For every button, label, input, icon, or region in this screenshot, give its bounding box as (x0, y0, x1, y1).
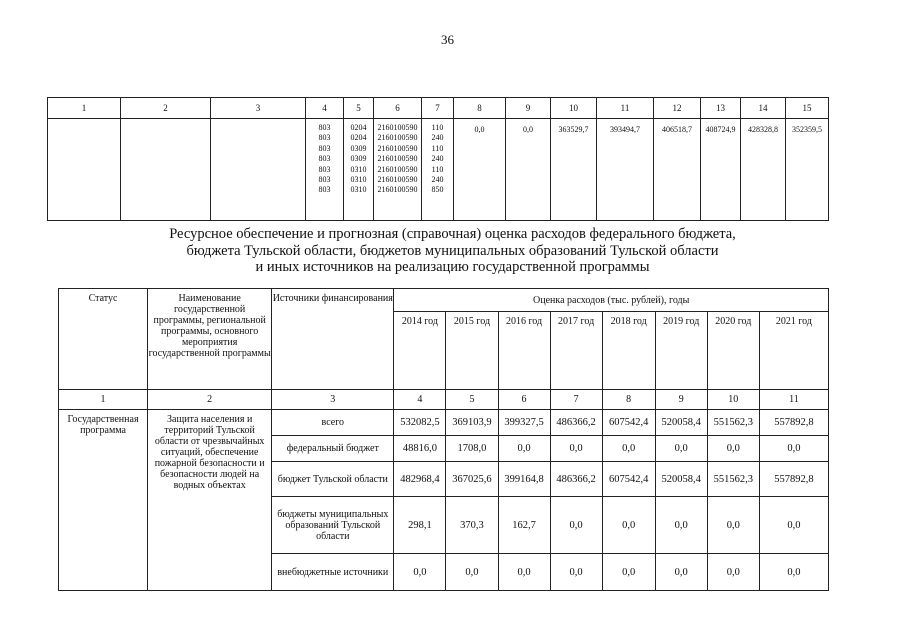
column-number: 13 (701, 98, 741, 119)
header-year: 2019 год (655, 312, 707, 390)
csr-codes: 2160100590 2160100590 2160100590 2160100590 2160100590 2160100590 2160100590 (374, 119, 422, 221)
page-number: 36 (441, 32, 454, 47)
column-number: 2 (148, 390, 272, 410)
column-number: 5 (344, 98, 374, 119)
status-cell: Государственная программа (59, 410, 148, 591)
value-cell: 0,0 (707, 497, 759, 554)
value-cell: 551562,3 (707, 410, 759, 436)
column-number: 10 (551, 98, 597, 119)
value-cell: 520058,4 (655, 462, 707, 497)
column-number: 9 (655, 390, 707, 410)
value-cell: 557892,8 (759, 410, 828, 436)
header-year: 2020 год (707, 312, 759, 390)
header-sources: Источники финансирования (272, 289, 394, 390)
column-number: 8 (602, 390, 655, 410)
value-cell: 0,0 (550, 497, 602, 554)
grbs-codes: 803 803 803 803 803 803 803 (306, 119, 344, 221)
column-number: 4 (394, 390, 446, 410)
header-year: 2014 год (394, 312, 446, 390)
column-number: 6 (498, 390, 550, 410)
value-cell: 0,0 (506, 119, 551, 221)
header-row (59, 289, 829, 312)
value-cell: 0,0 (707, 554, 759, 591)
value-cell: 0,0 (655, 497, 707, 554)
value-cell: 1708,0 (446, 436, 498, 462)
source-cell: внебюджетные источники (272, 554, 394, 591)
value-cell: 0,0 (454, 119, 506, 221)
value-cell: 0,0 (602, 554, 655, 591)
column-number: 3 (272, 390, 394, 410)
header-estimate: Оценка расходов (тыс. рублей), годы (394, 289, 829, 312)
value-cell: 0,0 (759, 554, 828, 591)
header-program-name: Наименование государственной программы, региональной программы, основного мероприятия государственной программы (148, 289, 272, 390)
value-cell: 408724,9 (701, 119, 741, 221)
table-cell (121, 119, 211, 221)
table-row (59, 410, 829, 436)
value-cell: 0,0 (759, 497, 828, 554)
table-row (48, 119, 829, 221)
value-cell: 393494,7 (597, 119, 654, 221)
section-heading (120, 226, 785, 276)
heading-line: и иных источников на реализацию государственной программы (255, 259, 650, 275)
continuation-table (47, 97, 829, 221)
value-cell: 370,3 (446, 497, 498, 554)
source-cell: бюджет Тульской области (272, 462, 394, 497)
vr-codes: 110 240 110 240 110 240 850 (422, 119, 454, 221)
value-cell: 0,0 (707, 436, 759, 462)
value-cell: 0,0 (655, 436, 707, 462)
header-year: 2016 год (498, 312, 550, 390)
column-number: 12 (654, 98, 701, 119)
value-cell: 0,0 (394, 554, 446, 591)
value-cell: 369103,9 (446, 410, 498, 436)
column-number: 11 (597, 98, 654, 119)
value-cell: 532082,5 (394, 410, 446, 436)
value-cell: 482968,4 (394, 462, 446, 497)
column-number: 2 (121, 98, 211, 119)
value-cell: 520058,4 (655, 410, 707, 436)
column-number: 11 (759, 390, 828, 410)
value-cell: 0,0 (498, 436, 550, 462)
heading-line: бюджета Тульской области, бюджетов муниципальных образований Тульской области (186, 242, 719, 259)
column-number: 8 (454, 98, 506, 119)
value-cell: 298,1 (394, 497, 446, 554)
value-cell: 0,0 (550, 436, 602, 462)
column-number: 7 (550, 390, 602, 410)
source-cell: бюджеты муниципальных образований Тульской области (272, 497, 394, 554)
column-number: 1 (59, 390, 148, 410)
value-cell: 0,0 (550, 554, 602, 591)
value-cell: 0,0 (655, 554, 707, 591)
header-year: 2018 год (602, 312, 655, 390)
column-number-row (48, 98, 829, 119)
value-cell: 0,0 (602, 497, 655, 554)
column-number: 14 (741, 98, 786, 119)
value-cell: 0,0 (759, 436, 828, 462)
column-number: 6 (374, 98, 422, 119)
header-status: Статус (59, 289, 148, 390)
header-year: 2017 год (550, 312, 602, 390)
value-cell: 367025,6 (446, 462, 498, 497)
column-number: 4 (306, 98, 344, 119)
resource-table (58, 288, 829, 591)
value-cell: 607542,4 (602, 410, 655, 436)
value-cell: 607542,4 (602, 462, 655, 497)
value-cell: 48816,0 (394, 436, 446, 462)
table-cell (211, 119, 306, 221)
value-cell: 406518,7 (654, 119, 701, 221)
value-cell: 399164,8 (498, 462, 550, 497)
value-cell: 162,7 (498, 497, 550, 554)
value-cell: 551562,3 (707, 462, 759, 497)
column-number: 5 (446, 390, 498, 410)
source-cell: федеральный бюджет (272, 436, 394, 462)
column-number: 7 (422, 98, 454, 119)
value-cell: 0,0 (446, 554, 498, 591)
column-number: 1 (48, 98, 121, 119)
program-name-cell: Защита населения и территорий Тульской области от чрезвычайных ситуаций, обеспечение пожарной безопасности и безопасности людей на водных объектах (148, 410, 272, 591)
source-cell: всего (272, 410, 394, 436)
header-year: 2021 год (759, 312, 828, 390)
column-number-row (59, 390, 829, 410)
value-cell: 557892,8 (759, 462, 828, 497)
heading-line: Ресурсное обеспечение и прогнозная (справочная) оценка расходов федерального бюджета, (169, 226, 736, 242)
table-cell (48, 119, 121, 221)
value-cell: 399327,5 (498, 410, 550, 436)
column-number: 10 (707, 390, 759, 410)
column-number: 15 (786, 98, 829, 119)
value-cell: 486366,2 (550, 410, 602, 436)
header-year: 2015 год (446, 312, 498, 390)
rzpr-codes: 0204 0204 0309 0309 0310 0310 0310 (344, 119, 374, 221)
column-number: 3 (211, 98, 306, 119)
value-cell: 363529,7 (551, 119, 597, 221)
value-cell: 486366,2 (550, 462, 602, 497)
column-number: 9 (506, 98, 551, 119)
value-cell: 0,0 (602, 436, 655, 462)
value-cell: 428328,8 (741, 119, 786, 221)
value-cell: 0,0 (498, 554, 550, 591)
value-cell: 352359,5 (786, 119, 829, 221)
